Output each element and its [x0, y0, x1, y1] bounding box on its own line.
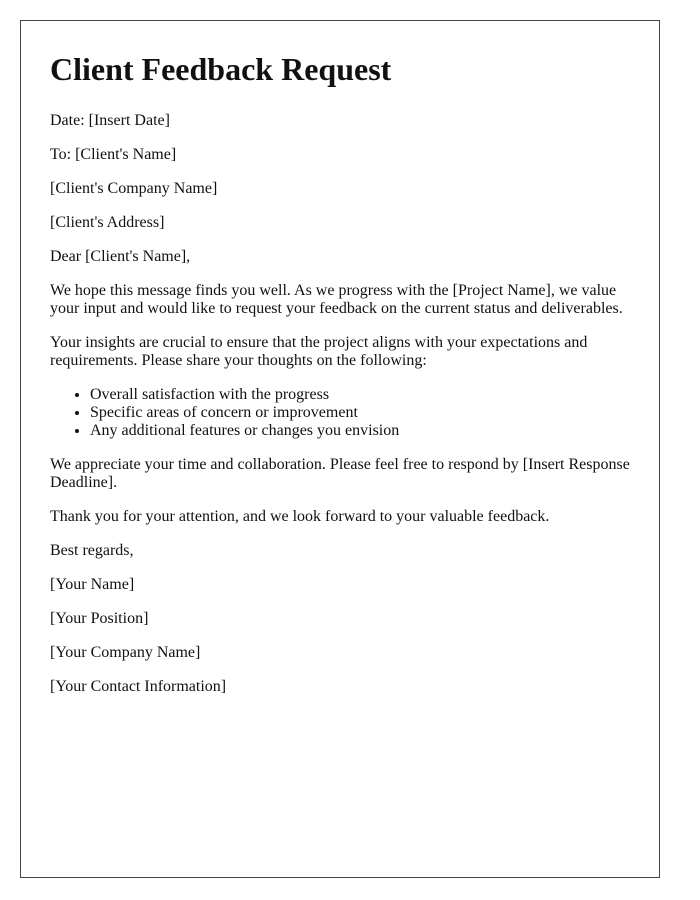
recipient-address-line: [Client's Address]: [50, 214, 165, 231]
letter-title: Client Feedback Request: [50, 51, 392, 87]
letter-content: [50, 49, 630, 712]
list-item: • Overall satisfaction with the progress: [90, 386, 630, 404]
closing: Best regards,: [50, 542, 134, 559]
date-line: Date: [Insert Date]: [50, 112, 170, 129]
signature-company: [Your Company Name]: [50, 644, 201, 661]
recipient-line: To: [Client's Name]: [50, 146, 177, 163]
signature-contact: [Your Contact Information]: [50, 678, 227, 695]
body-paragraph-request: Your insights are crucial to ensure that the project aligns with your expectations and requirements. Please share your thoughts on the following:: [50, 334, 588, 369]
body-paragraph-thanks: Thank you for your attention, and we look forward to your valuable feedback.: [50, 508, 550, 525]
recipient-company-line: [Client's Company Name]: [50, 180, 218, 197]
feedback-topics-list: [50, 386, 630, 440]
body-paragraph-deadline: We appreciate your time and collaboration. Please feel free to respond by [Insert Response Deadline].: [50, 456, 630, 491]
list-item: • Any additional features or changes you envision: [90, 422, 630, 440]
body-paragraph-intro: We hope this message finds you well. As we progress with the [Project Name], we value your input and would like to request your feedback on the current status and deliverables.: [50, 282, 623, 317]
signature-position: [Your Position]: [50, 610, 149, 627]
signature-name: [Your Name]: [50, 576, 135, 593]
salutation: Dear [Client's Name],: [50, 248, 191, 265]
list-item: • Specific areas of concern or improvement: [90, 404, 630, 422]
letter-page: [20, 20, 660, 878]
